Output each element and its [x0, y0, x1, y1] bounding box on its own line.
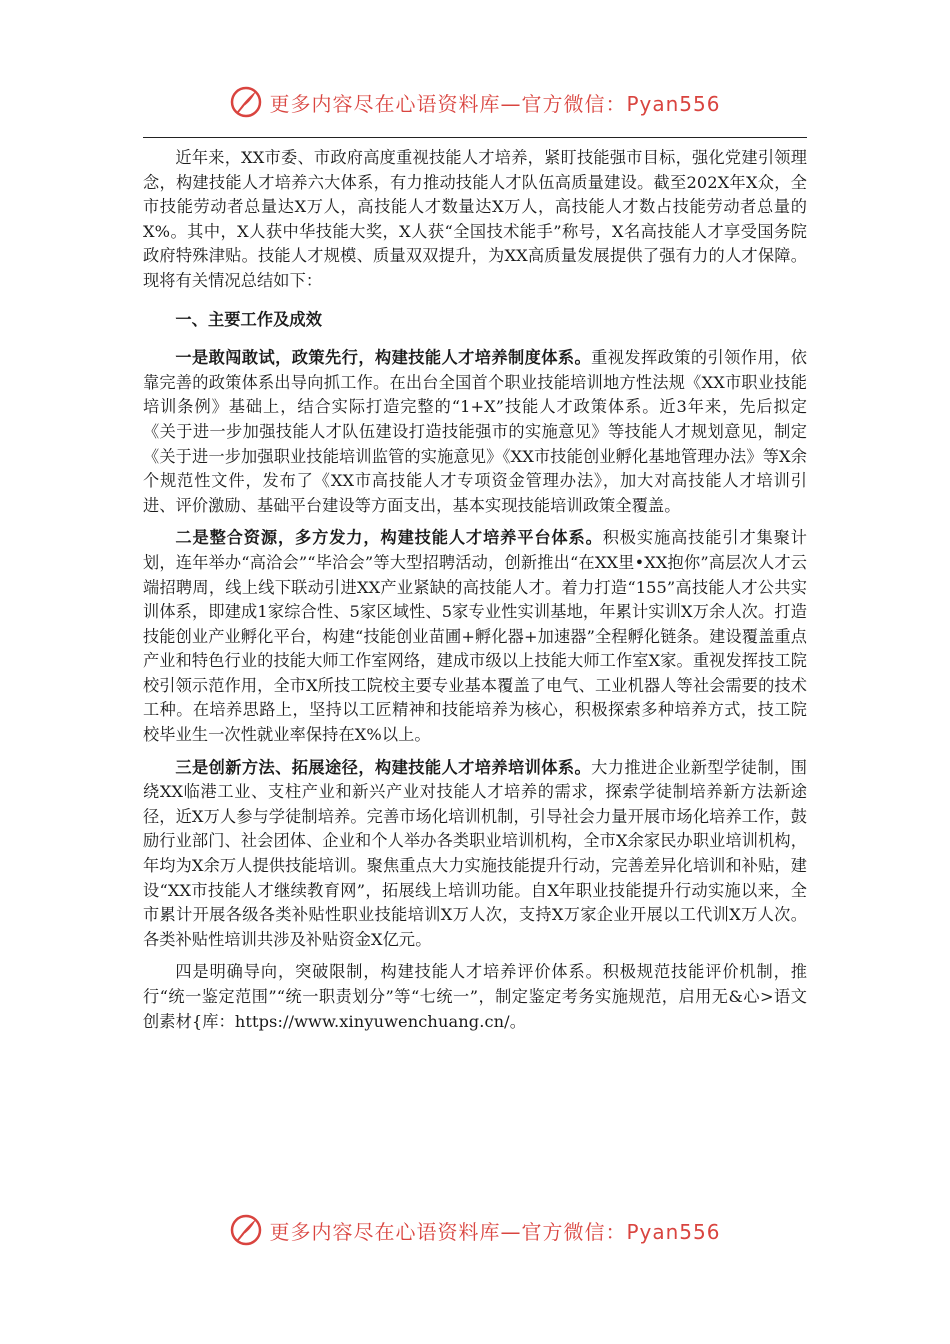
paragraph-text: 重视发挥政策的引领作用，依靠完善的政策体系出导向抓工作。在出台全国首个职业技能培训地方性法规《XX市职业技能培训条例》基础上，结合实际打造完整的“1+X”技能人才政策体系。近3年来，先后拟定《关于进一步加强技能人才队伍建设打造技能强市的实施意见》等技能人才规划意见，制定《关于进一步加强职业技能培训监管的实施意见》《XX市技能创业孵化基地管理办法》等X余个规范性文件，发布了《XX市高技能人才专项资金管理办法》，加大对高技能人才培训引进、评价激励、基础平台建设等方面支出，基本实现技能培训政策全覆盖。 — [143, 348, 807, 515]
footer-banner-text: 更多内容尽在心语资料库—官方微信：Pyan556 — [269, 1219, 721, 1244]
paragraph-platform — [143, 526, 807, 747]
paragraph-text: 四是明确导向，突破限制，构建技能人才培养评价体系。积极规范技能评价机制，推行“统一鉴定范围”“统一职责划分”等“七统一”，制定鉴定考务实施规范，启用无&心>语文创素材{库：https://www.xinyuwenchuang.cn/。 — [143, 962, 807, 1031]
feather-circle-logo-icon — [229, 85, 263, 119]
paragraph-text: 近年来，XX市委、市政府高度重视技能人才培养，紧盯技能强市目标，强化党建引领理念，构建技能人才培养六大体系，有力推动技能人才队伍高质量建设。截至202X年X众，全市技能劳动者总量达X万人，高技能人才数量达X万人，高技能人才数占技能劳动者总量的X%。其中，X人获中华技能大奖，X人获“全国技术能手”称号，X名高技能人才享受国务院政府特殊津贴。技能人才规模、质量双双提升，为XX高质量发展提供了强有力的人才保障。现将有关情况总结如下： — [143, 148, 807, 290]
header-banner — [0, 82, 950, 122]
paragraph-training — [143, 756, 807, 953]
document-body — [143, 146, 807, 1042]
header-divider — [143, 137, 807, 138]
paragraph-policy — [143, 346, 807, 518]
paragraph-lead: 二是整合资源，多方发力，构建技能人才培养平台体系。 — [175, 528, 603, 548]
paragraph-lead: 三是创新方法、拓展途径，构建技能人才培养培训体系。 — [175, 757, 592, 777]
paragraph-intro — [143, 146, 807, 294]
section-heading: 一、主要工作及成效 — [175, 309, 322, 329]
paragraph-text: 大力推进企业新型学徒制，围绕XX临港工业、支柱产业和新兴产业对技能人才培养的需求，探索学徒制培养新方法新途径，近X万人参与学徒制培养。完善市场化培训机制，引导社会力量开展市场化培养工作，鼓励行业部门、社会团体、企业和个人举办各类职业培训机构，全市X余家民办职业培训机构，年均为X余万人提供技能培训。聚焦重点大力实施技能提升行动，完善差异化培训和补贴，建设“XX市技能人才继续教育网”，拓展线上培训功能。自X年职业技能提升行动实施以来，全市累计开展各级各类补贴性职业技能培训X万人次，支持X万家企业开展以工代训X万人次。各类补贴性培训共涉及补贴资金X亿元。 — [143, 757, 807, 949]
feather-circle-logo-icon — [229, 1213, 263, 1247]
paragraph-text: 积极实施高技能引才集聚计划，连年举办“高洽会”“毕洽会”等大型招聘活动，创新推出“在XX里•XX抱你”高层次人才云端招聘周，线上线下联动引进XX产业紧缺的高技能人才。着力打造“155”高技能人才公共实训体系，即建成1家综合性、5家区域性、5家专业性实训基地，年累计实训X万余人次。打造技能创业产业孵化平台，构建“技能创业苗圃+孵化器+加速器”全程孵化链条。建设覆盖重点产业和特色行业的技能大师工作室网络，建成市级以上技能大师工作室X家。重视发挥技工院校引领示范作用，全市X所技工院校主要专业基本覆盖了电气、工业机器人等社会需要的技术工种。在培养思路上，坚持以工匠精神和技能培养为核心，积极探索多种培养方式，技工院校毕业生一次性就业率保持在X%以上。 — [143, 528, 808, 745]
footer-banner — [0, 1210, 950, 1250]
paragraph-evaluation — [143, 960, 807, 1034]
header-banner-text: 更多内容尽在心语资料库—官方微信：Pyan556 — [269, 91, 721, 116]
paragraph-lead: 一是敢闯敢试，政策先行，构建技能人才培养制度体系。 — [175, 348, 592, 368]
